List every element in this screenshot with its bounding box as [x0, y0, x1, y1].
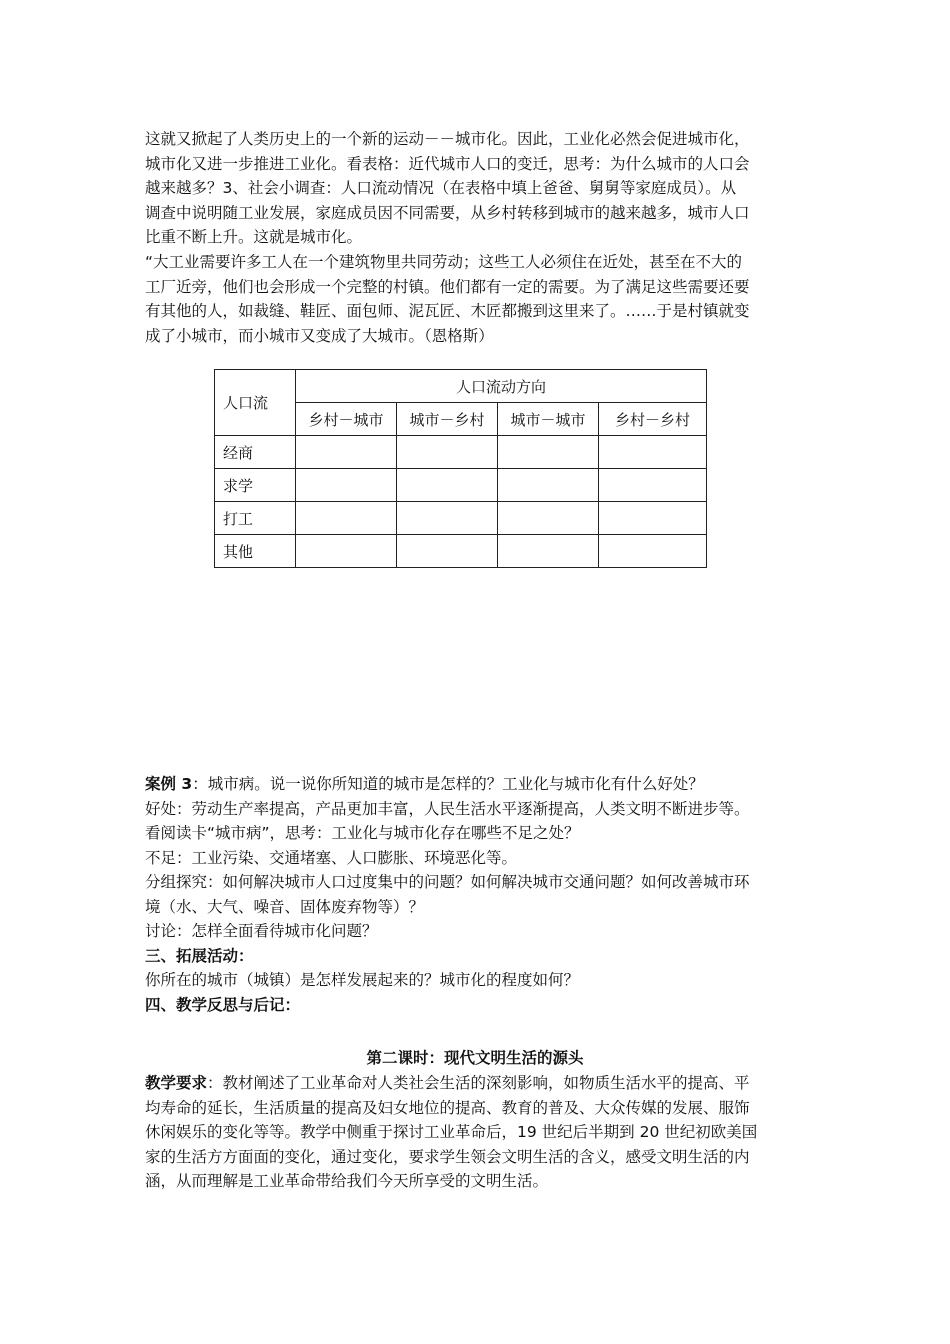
text-line: 你所在的城市（城镇）是怎样发展起来的？城市化的程度如何？	[145, 971, 580, 989]
table-cell	[498, 502, 599, 535]
table-cell	[599, 502, 707, 535]
row-header-cell: 人口流	[215, 370, 296, 436]
text-line	[145, 1071, 810, 1096]
text-line	[145, 772, 810, 797]
column-header: 城市－乡村	[397, 403, 498, 436]
table-cell	[397, 469, 498, 502]
table-cell	[296, 502, 397, 535]
text-line: 城市化又进一步推进工业化。看表格：近代城市人口的变迁，思考：为什么城市的人口会	[145, 154, 750, 173]
text-line: 涵，从而理解是工业革命带给我们今天所享受的文明生活。	[145, 1172, 549, 1190]
text-line: 不足：工业污染、交通堵塞、人口膨胀、环境恶化等。	[145, 848, 518, 867]
table-cell	[296, 469, 397, 502]
text-line: 越来越多？3、社会小调查：人口流动情况（在表格中填上爸爸、舅舅等家庭成员）。从	[145, 179, 737, 197]
intro-paragraph	[145, 127, 810, 250]
lesson2-title: 第二课时：现代文明生活的源头	[366, 1049, 584, 1067]
population-flow-table	[214, 369, 707, 568]
case3-intro: ：城市病。说一说你所知道的城市是怎样的？工业化与城市化有什么好处？	[192, 775, 704, 793]
table-cell	[397, 502, 498, 535]
row-label: 经商	[215, 436, 296, 469]
column-header: 乡村－乡村	[599, 403, 707, 436]
row-label: 打工	[215, 502, 296, 535]
lesson2-requirements	[145, 1071, 810, 1194]
engels-quote	[145, 250, 810, 348]
requirements-intro: ：教材阐述了工业革命对人类社会生活的深刻影响，如物质生活水平的提高、平	[207, 1074, 750, 1092]
table-cell	[498, 535, 599, 568]
table-row	[215, 469, 707, 502]
text-line: 比重不断上升。这就是城市化。	[145, 228, 363, 246]
text-line: 均寿命的延长，生活质量的提高及妇女地位的提高、教育的普及、大众传媒的发展、服饰	[145, 1098, 750, 1117]
column-header: 城市－城市	[498, 403, 599, 436]
case3-section	[145, 772, 810, 1017]
text-line: 分组探究：如何解决城市人口过度集中的问题？如何解决城市交通问题？如何改善城市环	[145, 873, 750, 891]
text-line: 休闲娱乐的变化等等。教学中侧重于探讨工业革命后，19 世纪后半期到 20 世纪初欧美国	[145, 1123, 758, 1141]
text-line: 看阅读卡“城市病”，思考：工业化与城市化存在哪些不足之处？	[145, 824, 580, 842]
table-cell	[498, 436, 599, 469]
text-line: 工厂近旁，他们也会形成一个完整的村镇。他们都有一定的需要。为了满足这些需要还要	[145, 277, 750, 296]
table-cell	[296, 535, 397, 568]
text-line: 家的生活方方面面的变化，通过变化，要求学生领会文明生活的含义，感受文明生活的内	[145, 1147, 750, 1166]
table-cell	[498, 469, 599, 502]
text-line: 好处：劳动生产率提高，产品更加丰富，人民生活水平逐渐提高，人类文明不断进步等。	[145, 799, 750, 818]
table-cell	[296, 436, 397, 469]
table-row	[215, 436, 707, 469]
text-line: 成了小城市，而小城市又变成了大城市。（恩格斯）	[145, 326, 494, 345]
text-line: 讨论：怎样全面看待城市化问题？	[145, 922, 378, 940]
table-row	[215, 502, 707, 535]
table-cell	[397, 535, 498, 568]
text-line: 调查中说明随工业发展，家庭成员因不同需要，从乡村转移到城市的越来越多，城市人口	[145, 203, 750, 222]
section-heading: 三、拓展活动：	[145, 946, 254, 965]
table-cell	[599, 535, 707, 568]
text-line: 境（水、大气、噪音、固体废弃物等）？	[145, 897, 425, 916]
table-cell	[397, 436, 498, 469]
text-line: 有其他的人，如裁缝、鞋匠、面包师、泥瓦匠、木匠都搬到这里来了。……于是村镇就变	[145, 302, 750, 320]
table-row	[215, 535, 707, 568]
section-heading: 四、教学反思与后记：	[145, 995, 301, 1014]
row-label: 其他	[215, 535, 296, 568]
table-cell	[599, 469, 707, 502]
column-header: 乡村－城市	[296, 403, 397, 436]
case3-label: 案例 3	[145, 775, 193, 793]
table-cell	[599, 436, 707, 469]
row-label: 求学	[215, 469, 296, 502]
group-header-cell: 人口流动方向	[296, 370, 707, 403]
requirements-label: 教学要求	[145, 1074, 208, 1092]
text-line: 这就又掀起了人类历史上的一个新的运动－－城市化。因此，工业化必然会促进城市化，	[145, 130, 750, 148]
text-line: “大工业需要许多工人在一个建筑物里共同劳动；这些工人必须住在近处，甚至在不大的	[145, 253, 743, 271]
